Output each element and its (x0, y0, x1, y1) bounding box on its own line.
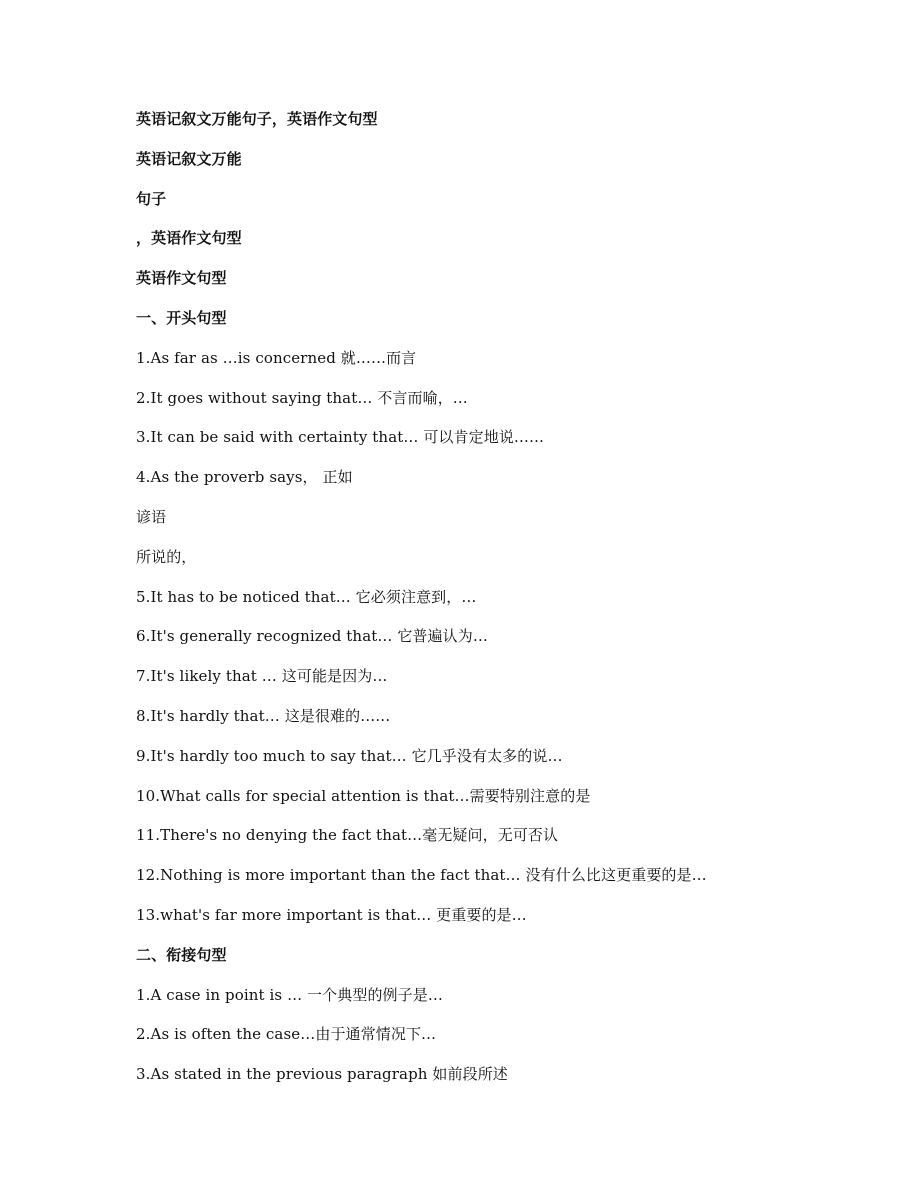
text-line: 谚语 (136, 507, 167, 526)
document-body (136, 107, 836, 1102)
list-item: 7.It's likely that … 这可能是因为… (136, 667, 388, 686)
document-title: 英语记叙文万能句子，英语作文句型 (136, 110, 378, 128)
list-item: 3.It can be said with certainty that… 可以肯定地说…… (136, 428, 545, 447)
text-line: 所说的， (136, 547, 197, 566)
text-line: 英语记叙文万能 (136, 149, 242, 168)
list-item: 3.As stated in the previous paragraph 如前段所述 (136, 1065, 508, 1084)
list-item: 9.It's hardly too much to say that… 它几乎没有太多的说… (136, 746, 563, 765)
list-item: 13.what's far more important is that… 更重要的是… (136, 905, 527, 924)
list-item: 2.As is often the case…由于通常情况下… (136, 1025, 437, 1044)
section-heading-linking: 二、衔接句型 (136, 945, 227, 964)
text-line: 英语作文句型 (136, 269, 227, 288)
list-item: 5.It has to be noticed that… 它必须注意到，… (136, 587, 477, 606)
list-item: 12.Nothing is more important than the fact that… 没有什么比这更重要的是… (136, 866, 707, 885)
list-item: 6.It's generally recognized that… 它普遍认为… (136, 627, 488, 646)
list-item: 4.As the proverb says， 正如 (136, 468, 353, 487)
list-item: 10.What calls for special attention is that…需要特别注意的是 (136, 786, 591, 805)
list-item: 11.There's no denying the fact that…毫无疑问，无可否认 (136, 826, 559, 845)
section-heading-opening: 一、开头句型 (136, 308, 227, 327)
text-line: ，英语作文句型 (136, 229, 242, 248)
list-item: 1.As far as …is concerned 就……而言 (136, 348, 417, 367)
list-item: 2.It goes without saying that… 不言而喻，… (136, 388, 468, 407)
text-line: 句子 (136, 189, 167, 208)
list-item: 8.It's hardly that… 这是很难的…… (136, 706, 391, 725)
list-item: 1.A case in point is … 一个典型的例子是… (136, 985, 443, 1004)
